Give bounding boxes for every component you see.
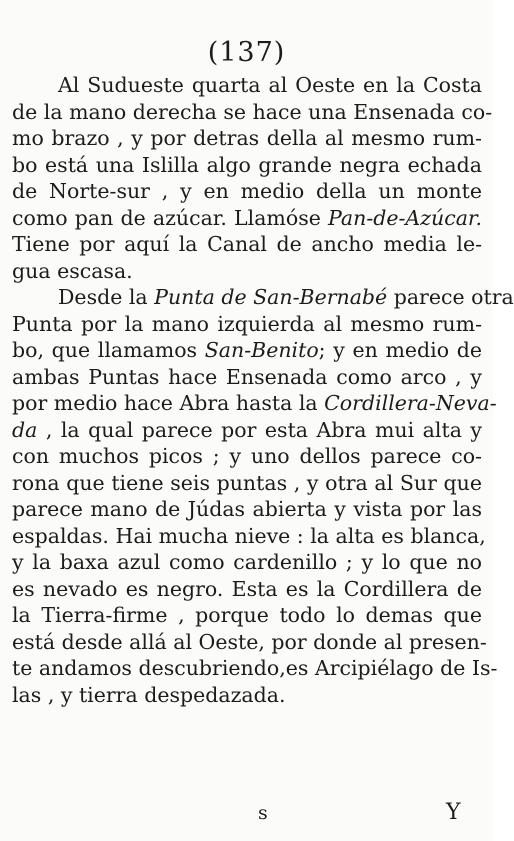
text-line [12, 549, 482, 575]
text-line [12, 99, 493, 125]
text-segment: es nevado es negro. Esta es la Cordillera de [12, 576, 482, 601]
text-segment: mo brazo , y por detras della al mesmo rum- [12, 126, 482, 150]
text-segment: parece mano de Júdas abierta y vista por las [12, 497, 482, 521]
text-segment: la Tierra-firme , porque todo lo demas que [12, 603, 482, 627]
text-segment: te andamos descubriendo,es Arcipiélago de Is- [12, 656, 498, 680]
text-line [12, 231, 482, 257]
text-line [12, 258, 482, 284]
text-line [58, 284, 514, 310]
text-segment: las , y tierra despedazada. [12, 682, 286, 707]
text-line [12, 576, 482, 602]
text-line [58, 72, 482, 98]
text-segment: gua escasa. [12, 258, 133, 283]
text-line [12, 496, 482, 522]
text-line [12, 417, 482, 443]
italic-place-name: Pan-de-Azúcar. [328, 205, 482, 230]
text-segment: está desde allá al Oeste, por donde al presen- [12, 629, 487, 654]
text-line [12, 629, 487, 655]
text-segment: como pan de azúcar. Llamóse [12, 205, 329, 230]
text-line [12, 655, 498, 681]
text-line [12, 523, 486, 549]
text-line [12, 125, 482, 151]
text-segment: de Norte-sur , y en medio della un monte [12, 179, 482, 203]
text-line [12, 682, 482, 708]
italic-place-name: Cordillera-Neva- [324, 391, 497, 415]
text-segment: Desde la [58, 285, 155, 309]
text-segment: de la mano derecha se hace una Ensenada co- [12, 99, 493, 124]
text-line [12, 205, 482, 231]
page-footer [0, 799, 493, 827]
text-segment: ; y en medio de [318, 338, 482, 362]
italic-place-name: Punta de San-Bernabé [154, 285, 388, 309]
text-segment: , la qual parece por esta Abra mui alta y [37, 417, 482, 442]
text-line [12, 602, 482, 628]
catchword: Y [446, 800, 461, 825]
text-segment: parece otra [387, 285, 514, 309]
text-line [12, 337, 482, 363]
italic-place-name: San-Benito [204, 338, 319, 362]
text-segment: y la baxa azul como cardenillo ; y lo que no [12, 550, 482, 574]
text-segment: Tiene por aquí la Canal de ancho media le- [12, 232, 482, 256]
page-number: (137) [207, 37, 286, 68]
text-segment: bo, que llamamos [12, 338, 205, 362]
text-line [12, 470, 482, 496]
text-segment: por medio hace Abra hasta la [12, 391, 325, 415]
text-segment: ambas Puntas hace Ensenada como arco , y [12, 364, 482, 389]
text-segment: bo está una Islilla algo grande negra echada [12, 152, 482, 177]
text-line [12, 390, 497, 416]
italic-place-name: da [12, 417, 38, 442]
signature-mark: s [258, 802, 268, 824]
text-segment: Al Sudueste quarta al Oeste en la Costa [58, 73, 482, 97]
text-line [12, 152, 482, 178]
text-line [12, 443, 482, 469]
text-line [12, 364, 482, 390]
text-line [12, 178, 482, 204]
text-segment: rona que tiene seis puntas , y otra al Sur que [12, 470, 482, 495]
text-line [12, 311, 482, 337]
text-segment: con muchos picos ; y uno dellos parece co- [12, 444, 482, 468]
text-segment: Punta por la mano izquierda al mesmo rum- [12, 311, 482, 336]
text-segment: espaldas. Hai mucha nieve : la alta es blanca, [12, 523, 486, 548]
